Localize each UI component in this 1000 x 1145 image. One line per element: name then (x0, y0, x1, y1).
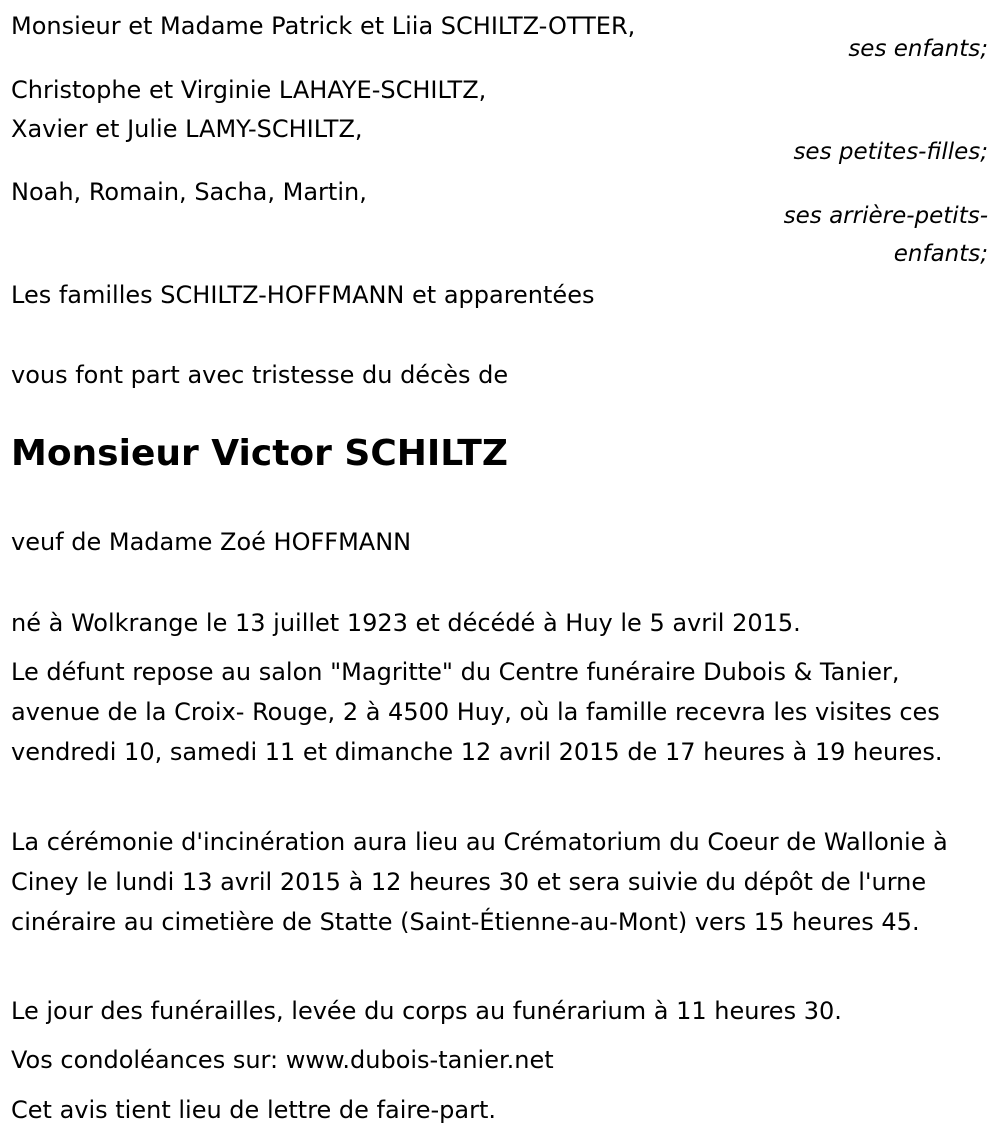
related-families: Les familles SCHILTZ-HOFFMANN et apparentées (11, 281, 595, 309)
children-role: ses enfants; (848, 36, 988, 62)
deceased-name: Monsieur Victor SCHILTZ (11, 433, 508, 474)
birth-death-info: né à Wolkrange le 13 juillet 1923 et décédé à Huy le 5 avril 2015. (11, 609, 801, 637)
spouse-info: veuf de Madame Zoé HOFFMANN (11, 528, 412, 556)
great-grandchildren-role-2: enfants; (893, 241, 988, 267)
grandchildren-role: ses petites-filles; (793, 139, 988, 165)
great-grandchildren-role-1: ses arrière-petits- (783, 203, 988, 229)
grandchildren-names-1: Christophe et Virginie LAHAYE-SCHILTZ, (11, 76, 487, 104)
children-names: Monsieur et Madame Patrick et Liia SCHILTZ-OTTER, (11, 12, 636, 40)
announcement: vous font part avec tristesse du décès de (11, 361, 509, 389)
grandchildren-names-2: Xavier et Julie LAMY-SCHILTZ, (11, 115, 363, 143)
great-grandchildren-names: Noah, Romain, Sacha, Martin, (11, 178, 367, 206)
ceremony-paragraph: La cérémonie d'incinération aura lieu au Crématorium du Coeur de Wallonie à Ciney le lundi 13 avril 2015 à 12 heures 30 et sera suivie du dépôt de l'urne cinéraire au cimetière de Statte (Saint-Étienne-au-Mont) vers 15 heures 45. (11, 828, 948, 936)
notice-paragraph: Cet avis tient lieu de lettre de faire-part. (11, 1096, 496, 1124)
funeral-day-paragraph: Le jour des funérailles, levée du corps au funérarium à 11 heures 30. (11, 997, 842, 1025)
visitation-paragraph: Le défunt repose au salon "Magritte" du Centre funéraire Dubois & Tanier, avenue de la Croix- Rouge, 2 à 4500 Huy, où la famille recevra les visites ces vendredi 10, samedi 11 et dimanche 12 avril 2015 de 17 heures à 19 heures. (11, 658, 943, 766)
condolences-paragraph: Vos condoléances sur: www.dubois-tanier.net (11, 1046, 554, 1074)
